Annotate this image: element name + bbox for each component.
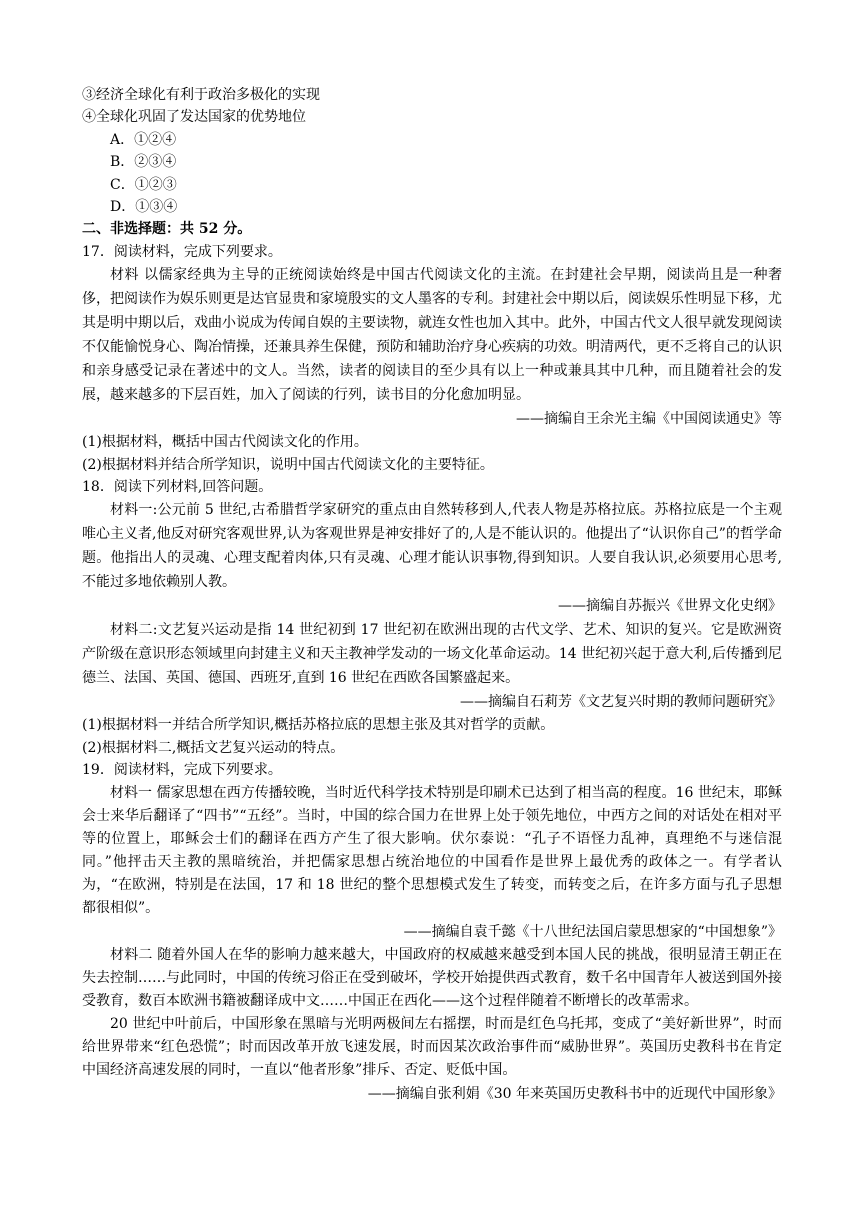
q18-title: 18．阅读下列材料,回答问题。	[82, 479, 273, 496]
prev-question-item-4: ④全球化巩固了发达国家的优势地位	[82, 109, 306, 126]
q17-material: 材料 以儒家经典为主导的正统阅读始终是中国古代阅读文化的主流。在封建社会早期，阅读尚且是一种奢侈，把阅读作为娱乐则更是达官显贵和家境殷实的文人墨客的专利。封建社会中期以后，阅读娱乐性明显下移，尤其是明中期以后，戏曲小说成为传闻自娱的主要读物，就连女性也加入其中。此外，中国古代文人很早就发现阅读不仅能愉悦身心、陶冶情操，还兼具养生保健，预防和辅助治疗身心疾病的功效。明清两代，更不乏将自己的认识和亲身感受记录在著述中的文人。当然，读者的阅读目的至少具有以上一种或兼具其中几种，而且随着社会的发展，越来越多的下层百姓，加入了阅读的行列，读书目的分化愈加明显。	[82, 267, 782, 404]
q17-source: ——摘编自王余光主编《中国阅读通史》等	[516, 411, 782, 428]
prev-question-item-3: ③经济全球化有利于政治多极化的实现	[82, 87, 320, 103]
option-b: B．②③④	[110, 154, 177, 171]
q18-source2: ——摘编自石莉芳《文艺复兴时期的教师问题研究》	[460, 694, 782, 711]
option-c: C．①②③	[110, 176, 177, 193]
q18-material1: 材料一:公元前 5 世纪,古希腊哲学家研究的重点由自然转移到人,代表人物是苏格拉底。苏格拉底是一个主观唯心主义者,他反对研究客观世界,认为客观世界是神安排好了的,人是不能认识的。他提出了“认识你自己”的哲学命题。他指出人的灵魂、心理支配着肉体,只有灵魂、心理才能认识事物,得到知识。人要自我认识,必须要用心思考,不能过多地依赖别人教。	[82, 502, 782, 591]
q19-source1: ——摘编自袁千懿《十八世纪法国启蒙思想家的“中国想象”》	[403, 923, 782, 940]
q19-material2a: 材料二 随着外国人在华的影响力越来越大，中国政府的权威越来越受到本国人民的挑战，很明显清王朝正在失去控制……与此同时，中国的传统习俗正在受到破坏，学校开始提供西式教育，数千名中国青年人被送到国外接受教育，数百本欧洲书籍被翻译成中文……中国正在西化——这个过程伴随着不断增长的改革需求。	[82, 946, 782, 1009]
q19-material1: 材料一 儒家思想在西方传播较晚，当时近代科学技术特别是印刷术已达到了相当高的程度。16 世纪末，耶稣会士来华后翻译了“四书”“五经”。当时，中国的综合国力在世界上处于领先地位，中西方之间的对话处在相对平等的位置上，耶稣会士们的翻译在西方产生了很大影响。伏尔泰说：“孔子不语怪力乱神，真理绝不与迷信混同。”他抨击天主教的黑暗统治，并把儒家思想占统治地位的中国看作是世界上最优秀的政体之一。有学者认为，“在欧洲，特别是在法国，17 和 18 世纪的整个思想模式发生了转变，而转变之后，在许多方面与孔子思想都很相似”。	[82, 784, 782, 916]
q17-sub1: (1)根据材料，概括中国古代阅读文化的作用。	[82, 434, 368, 451]
exam-page	[82, 84, 782, 1106]
q19-material2b: 20 世纪中叶前后，中国形象在黑暗与光明两极间左右摇摆，时而是红色乌托邦，变成了“美好新世界”，时而给世界带来“红色恐慌”；时而因改革开放飞速发展，时而因某次政治事件而“威胁世界”。英国历史教科书在肯定中国经济高速发展的同时，一直以“他者形象”排斥、否定、贬低中国。	[82, 1015, 782, 1078]
option-a: A．①②④	[110, 131, 177, 148]
q17-sub2: (2)根据材料并结合所学知识，说明中国古代阅读文化的主要特征。	[82, 456, 494, 473]
q18-source1: ——摘编自苏振兴《世界文化史纲》	[558, 598, 782, 615]
q18-sub2: (2)根据材料二,概括文艺复兴运动的特点。	[82, 739, 345, 756]
q18-material2: 材料二:文艺复兴运动是指 14 世纪初到 17 世纪初在欧洲出现的古代文学、艺术、知识的复兴。它是欧洲资产阶级在意识形态领域里向封建主义和天主教神学发动的一场文化革命运动。14 世纪初兴起于意大利,后传播到尼德兰、法国、英国、德国、西班牙,直到 16 世纪在西欧各国繁盛起来。	[82, 622, 782, 687]
q19-source2: ——摘编自张利娟《30 年来英国历史教科书中的近现代中国形象》	[367, 1085, 782, 1102]
section-title: 二、非选择题：共 52 分。	[82, 221, 252, 238]
q17-title: 17．阅读材料，完成下列要求。	[82, 243, 282, 260]
q18-sub1: (1)根据材料一并结合所学知识,概括苏格拉底的思想主张及其对哲学的贡献。	[82, 717, 555, 734]
q19-title: 19．阅读材料，完成下列要求。	[82, 762, 282, 779]
option-d: D．①③④	[110, 199, 178, 216]
